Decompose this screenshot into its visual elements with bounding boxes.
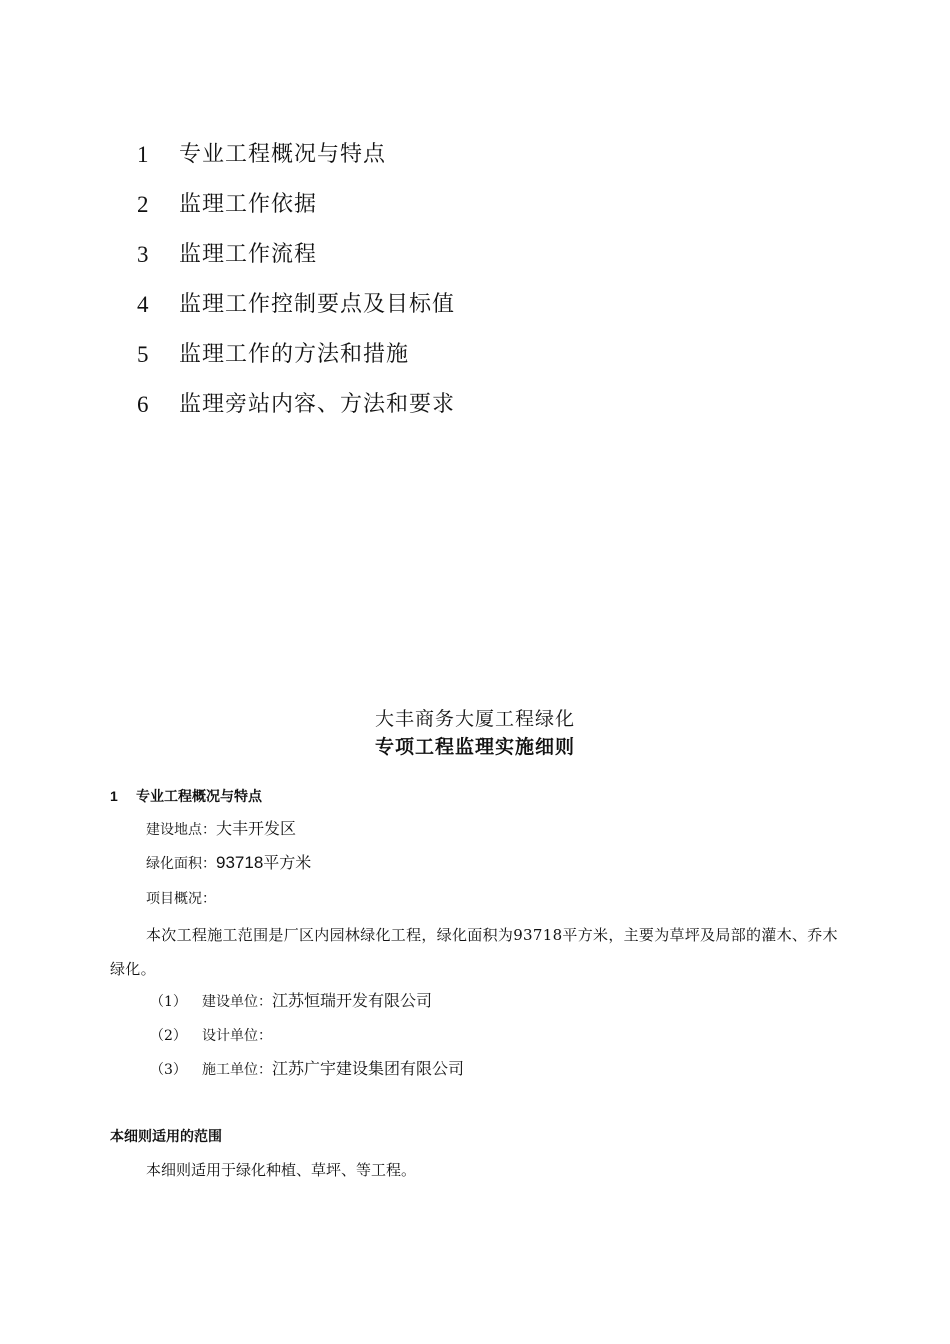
section-heading — [110, 785, 262, 808]
toc-item — [137, 130, 737, 180]
unit-label: 施工单位： — [202, 1062, 272, 1078]
toc-text: 监理工作依据 — [179, 192, 318, 217]
overview-paragraph: 本次工程施工范围是厂区内园林绿化工程，绿化面积为93718平方米，主要为草坪及局部的灌木、乔木绿化。 — [110, 926, 838, 978]
location-line — [146, 817, 296, 842]
toc-number: 1 — [137, 142, 149, 167]
toc-number: 6 — [137, 392, 149, 417]
location-value: 大丰开发区 — [216, 819, 297, 838]
toc-text: 监理旁站内容、方法和要求 — [179, 392, 456, 417]
toc-text: 专业工程概况与特点 — [179, 142, 387, 167]
toc-item — [137, 280, 737, 330]
toc-text: 监理工作流程 — [179, 242, 318, 267]
toc-number: 2 — [137, 192, 149, 217]
toc-item — [137, 380, 737, 430]
unit-line — [150, 1057, 464, 1082]
overview-line — [146, 886, 216, 911]
toc-text: 监理工作控制要点及目标值 — [179, 292, 456, 317]
unit-line — [150, 1023, 272, 1048]
section-heading-text: 专业工程概况与特点 — [136, 789, 262, 805]
toc-number: 3 — [137, 242, 149, 267]
section-number: 1 — [110, 788, 118, 804]
overview-label: 项目概况： — [146, 891, 216, 907]
area-line — [146, 851, 311, 876]
unit-value: 江苏恒瑞开发有限公司 — [272, 991, 433, 1010]
toc-item — [137, 230, 737, 280]
unit-value: 江苏广宇建设集团有限公司 — [272, 1059, 465, 1078]
unit-index: （1） — [150, 994, 187, 1010]
toc-item — [137, 330, 737, 380]
unit-label: 设计单位： — [202, 1028, 272, 1044]
toc-number: 4 — [137, 292, 149, 317]
unit-index: （3） — [150, 1062, 187, 1078]
area-unit: 平方米 — [263, 853, 312, 872]
unit-label: 建设单位： — [202, 994, 272, 1010]
unit-index: （2） — [150, 1028, 187, 1044]
scope-heading: 本细则适用的范围 — [110, 1129, 222, 1145]
area-number: 93718 — [216, 853, 264, 872]
location-label: 建设地点： — [146, 822, 216, 838]
toc-item — [137, 180, 737, 230]
table-of-contents — [137, 130, 737, 430]
area-label: 绿化面积： — [146, 856, 216, 872]
unit-line — [150, 989, 432, 1014]
toc-number: 5 — [137, 342, 149, 367]
toc-text: 监理工作的方法和措施 — [179, 342, 410, 367]
scope-text: 本细则适用于绿化种植、草坪、等工程。 — [146, 1161, 417, 1179]
document-subtitle: 专项工程监理实施细则 — [374, 736, 575, 758]
document-title: 大丰商务大厦工程绿化 — [374, 708, 575, 730]
